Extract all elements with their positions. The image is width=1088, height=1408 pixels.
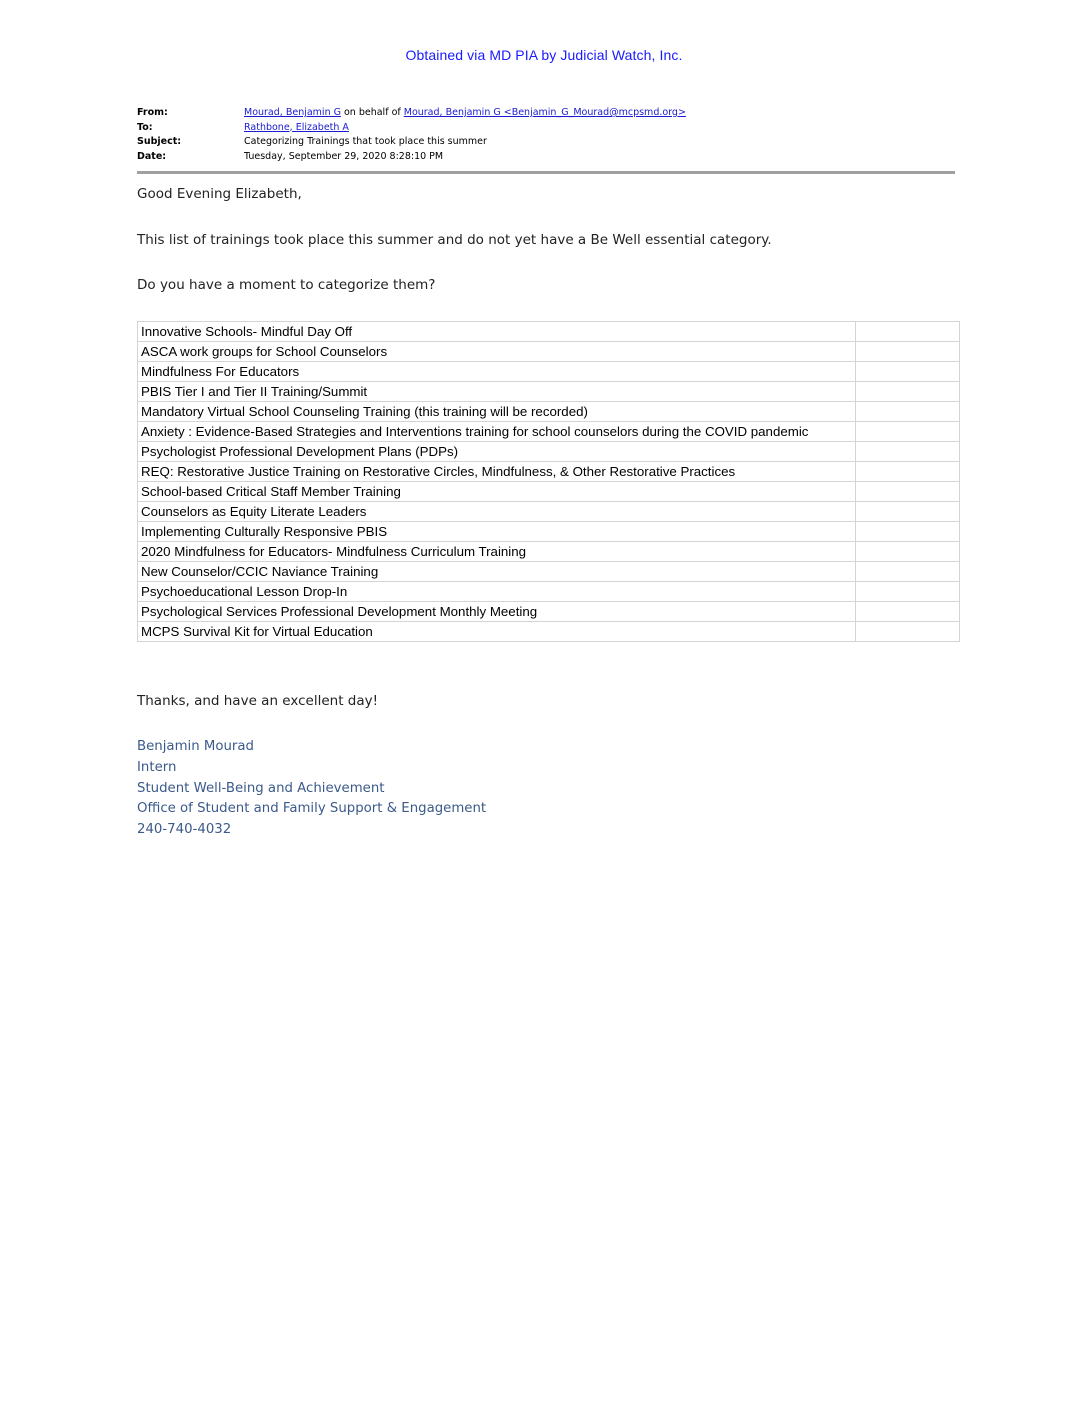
- to-label: To:: [137, 121, 153, 133]
- training-name-cell: Mandatory Virtual School Counseling Training (this training will be recorded): [138, 402, 856, 422]
- category-cell[interactable]: [856, 562, 960, 582]
- category-cell[interactable]: [856, 342, 960, 362]
- training-name-cell: Innovative Schools- Mindful Day Off: [138, 322, 856, 342]
- paragraph-request: Do you have a moment to categorize them?: [137, 277, 436, 293]
- training-name-cell: PBIS Tier I and Tier II Training/Summit: [138, 382, 856, 402]
- training-name-cell: Anxiety : Evidence-Based Strategies and Interventions training for school counselors during the COVID pandemic: [138, 422, 856, 442]
- training-name-cell: New Counselor/CCIC Naviance Training: [138, 562, 856, 582]
- table-row: [138, 502, 960, 522]
- category-cell[interactable]: [856, 442, 960, 462]
- signature-office: Office of Student and Family Support & Engagement: [137, 801, 487, 817]
- training-name-cell: REQ: Restorative Justice Training on Restorative Circles, Mindfulness, & Other Restorative Practices: [138, 462, 856, 482]
- subject-row: [137, 135, 955, 150]
- table-row: [138, 442, 960, 462]
- from-address-link[interactable]: Mourad, Benjamin G <Benjamin_G_Mourad@mcpsmd.org>: [403, 107, 686, 118]
- table-row: [138, 602, 960, 622]
- category-cell[interactable]: [856, 422, 960, 442]
- category-cell[interactable]: [856, 322, 960, 342]
- table-row: [138, 322, 960, 342]
- header-divider: [137, 171, 955, 174]
- paragraph-trainings-list: This list of trainings took place this summer and do not yet have a Be Well essential category.: [137, 232, 772, 248]
- email-header: [137, 106, 955, 164]
- table-row: [138, 342, 960, 362]
- category-cell[interactable]: [856, 582, 960, 602]
- trainings-table: [137, 321, 960, 642]
- signature-phone: 240-740-4032: [137, 822, 232, 838]
- on-behalf-text: on behalf of: [340, 107, 404, 118]
- training-name-cell: 2020 Mindfulness for Educators- Mindfulness Curriculum Training: [138, 542, 856, 562]
- table-row: [138, 562, 960, 582]
- training-name-cell: Counselors as Equity Literate Leaders: [138, 502, 856, 522]
- table-row: [138, 362, 960, 382]
- greeting: Good Evening Elizabeth,: [137, 186, 302, 202]
- category-cell[interactable]: [856, 362, 960, 382]
- training-name-cell: MCPS Survival Kit for Virtual Education: [138, 622, 856, 642]
- table-row: [138, 482, 960, 502]
- category-cell[interactable]: [856, 502, 960, 522]
- table-row: [138, 462, 960, 482]
- training-name-cell: School-based Critical Staff Member Training: [138, 482, 856, 502]
- training-name-cell: ASCA work groups for School Counselors: [138, 342, 856, 362]
- signature-department: Student Well-Being and Achievement: [137, 780, 385, 796]
- category-cell[interactable]: [856, 382, 960, 402]
- table-row: [138, 382, 960, 402]
- subject-label: Subject:: [137, 136, 182, 147]
- table-row: [138, 422, 960, 442]
- category-cell[interactable]: [856, 462, 960, 482]
- category-cell[interactable]: [856, 602, 960, 622]
- to-recipient-link[interactable]: Rathbone, Elizabeth A: [244, 121, 349, 133]
- category-cell[interactable]: [856, 542, 960, 562]
- signature-title: Intern: [137, 759, 177, 775]
- category-cell[interactable]: [856, 402, 960, 422]
- signature-block: [137, 737, 486, 841]
- training-name-cell: Psychological Services Professional Development Monthly Meeting: [138, 602, 856, 622]
- subject-value: Categorizing Trainings that took place this summer: [244, 136, 487, 147]
- signature-name: Benjamin Mourad: [137, 739, 254, 754]
- to-row: [137, 121, 955, 136]
- from-sender-link[interactable]: Mourad, Benjamin G: [244, 107, 341, 118]
- date-label: Date:: [137, 150, 167, 162]
- table-row: [138, 622, 960, 642]
- training-name-cell: Psychoeducational Lesson Drop-In: [138, 582, 856, 602]
- table-row: [138, 522, 960, 542]
- date-value: Tuesday, September 29, 2020 8:28:10 PM: [244, 150, 444, 162]
- category-cell[interactable]: [856, 482, 960, 502]
- table-row: [138, 542, 960, 562]
- category-cell[interactable]: [856, 522, 960, 542]
- training-name-cell: Implementing Culturally Responsive PBIS: [138, 522, 856, 542]
- table-row: [138, 402, 960, 422]
- from-value: [244, 106, 686, 121]
- from-label: From:: [137, 107, 168, 118]
- watermark-text: Obtained via MD PIA by Judicial Watch, Inc.: [405, 47, 683, 63]
- training-name-cell: Psychologist Professional Development Plans (PDPs): [138, 442, 856, 462]
- date-row: [137, 150, 955, 165]
- training-name-cell: Mindfulness For Educators: [138, 362, 856, 382]
- table-row: [138, 582, 960, 602]
- closing: Thanks, and have an excellent day!: [137, 693, 379, 709]
- from-row: [137, 106, 955, 121]
- category-cell[interactable]: [856, 622, 960, 642]
